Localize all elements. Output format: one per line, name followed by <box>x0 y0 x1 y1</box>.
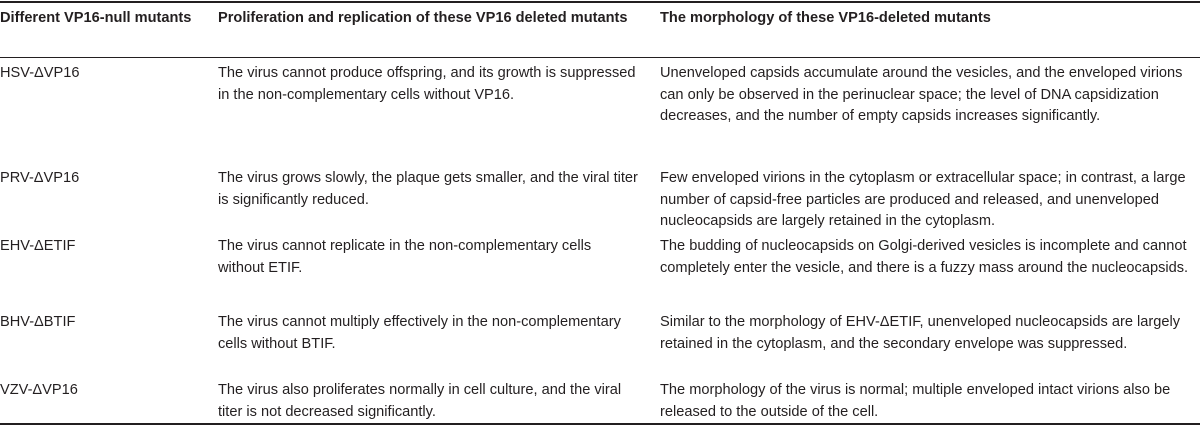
row-2-mutant: PRV-ΔVP16 <box>0 170 80 186</box>
row-2-proliferation: The virus grows slowly, the plaque gets smaller, and the viral titer is significantly reduced. <box>218 170 638 208</box>
header-morphology: The morphology of these VP16-deleted mutants <box>660 10 991 26</box>
table-top-rule <box>0 1 1200 3</box>
row-5-mutant: VZV-ΔVP16 <box>0 382 78 398</box>
header-mutants: Different VP16-null mutants <box>0 10 192 26</box>
row-5-morphology: The morphology of the virus is normal; multiple enveloped intact virions also be released to the outside of the cell. <box>660 382 1171 420</box>
row-4-proliferation: The virus cannot multiply effectively in the non-complementary cells without BTIF. <box>218 314 621 352</box>
row-3-proliferation: The virus cannot replicate in the non-complementary cells without ETIF. <box>218 238 592 276</box>
row-1-proliferation: The virus cannot produce offspring, and its growth is suppressed in the non-complementary cells without VP16. <box>218 65 636 103</box>
row-3-mutant: EHV-ΔETIF <box>0 238 76 254</box>
row-3-morphology: The budding of nucleocapsids on Golgi-derived vesicles is incomplete and cannot completely enter the vesicle, and there is a fuzzy mass around the nucleocapsids. <box>660 238 1189 276</box>
row-1-morphology: Unenveloped capsids accumulate around the vesicles, and the enveloped virions can only be observed in the perinuclear space; the level of DNA capsidization decreases, and the number of empty capsids increases significantly. <box>660 65 1183 124</box>
row-5-proliferation: The virus also proliferates normally in cell culture, and the viral titer is not decreased significantly. <box>218 382 622 420</box>
row-4-morphology: Similar to the morphology of EHV-ΔETIF, unenveloped nucleocapsids are largely retained in the cytoplasm, and the secondary envelope was suppressed. <box>660 314 1180 352</box>
row-4-mutant: BHV-ΔBTIF <box>0 314 76 330</box>
header-proliferation: Proliferation and replication of these VP16 deleted mutants <box>218 10 628 26</box>
row-2-morphology: Few enveloped virions in the cytoplasm or extracellular space; in contrast, a large number of capsid-free particles are produced and released, and unenveloped nucleocapsids are largely retained in the cytoplasm. <box>660 170 1186 229</box>
header-rule <box>0 57 1200 58</box>
row-1-mutant: HSV-ΔVP16 <box>0 65 80 81</box>
